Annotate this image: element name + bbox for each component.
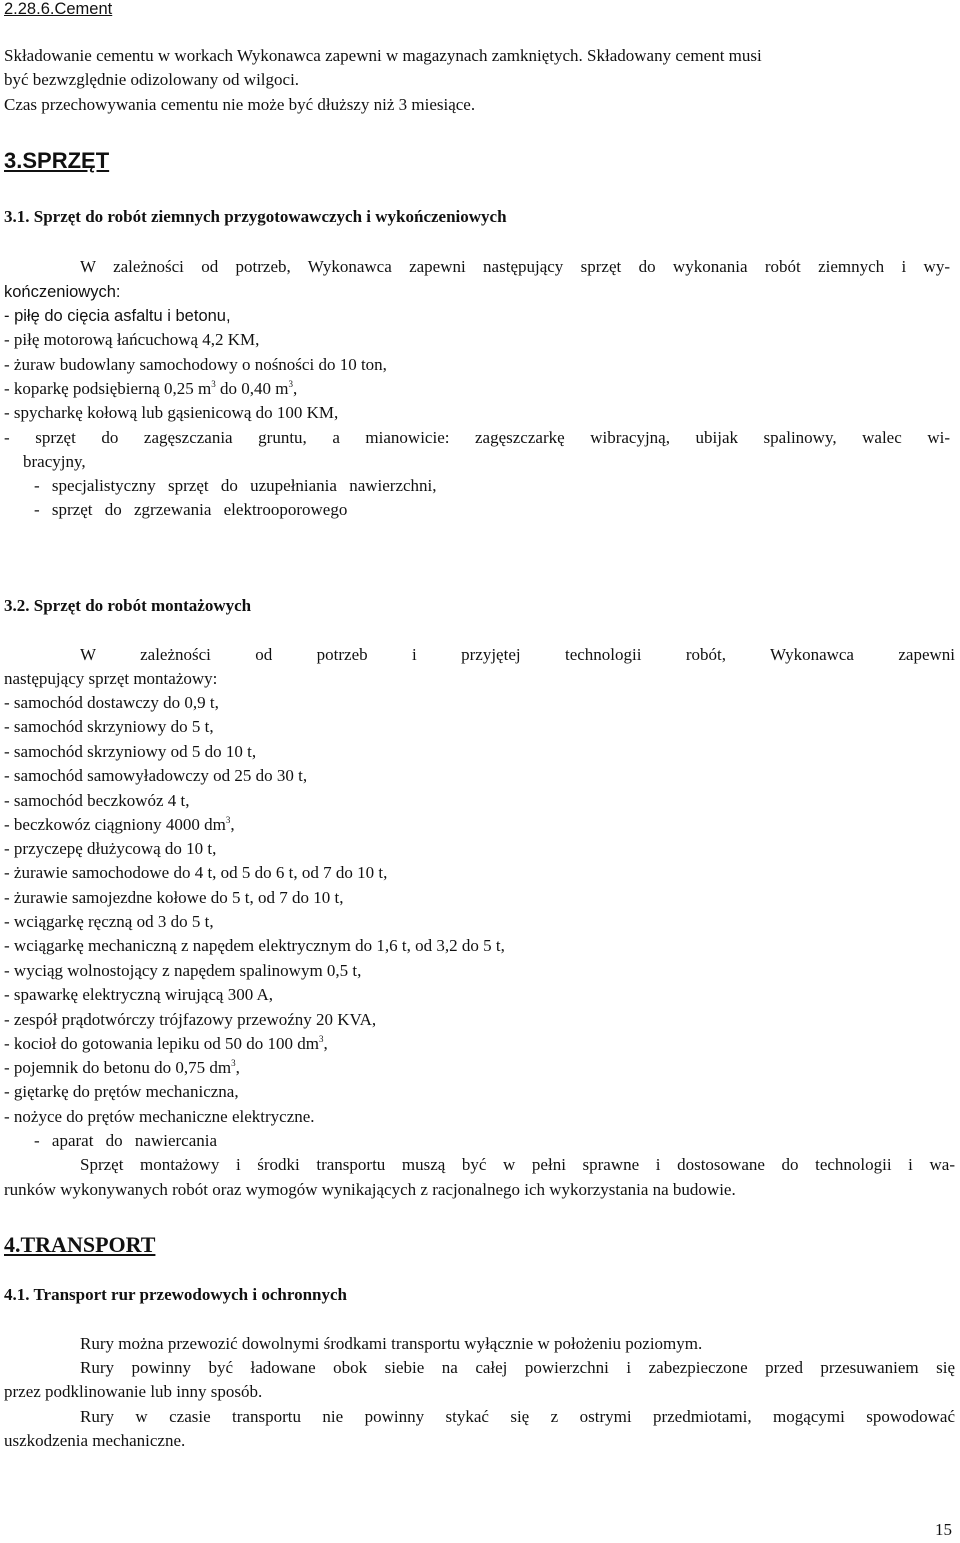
list-item: - samochód beczkowóz 4 t, — [4, 791, 190, 810]
list-item: - żuraw budowlany samochodowy o nośności do 10 ton, — [4, 355, 387, 374]
list-item: - samochód samowyładowczy od 25 do 30 t, — [4, 766, 308, 785]
list-item: - aparat do nawiercania — [34, 1131, 218, 1150]
assembly-closing-line-2: runków wykonywanych robót oraz wymogów wynikających z racjonalnego ich wykorzystania na budowie. — [4, 1180, 736, 1199]
list-item: - samochód skrzyniowy od 5 do 10 t, — [4, 742, 257, 761]
list-item: - spycharkę kołową lub gąsienicową do 100 KM, — [4, 403, 339, 422]
assembly-intro-line-1: W zależności od potrzeb i przyjętej technologii robót, Wykonawca zapewni — [80, 645, 955, 664]
list-item: - piłę motorową łańcuchową 4,2 KM, — [4, 330, 260, 349]
subsection-heading-3-2: 3.2. Sprzęt do robót montażowych — [4, 596, 252, 615]
transport-paragraph-3-line-2: uszkodzenia mechaniczne. — [4, 1431, 186, 1450]
subsection-heading-4-1: 4.1. Transport rur przewodowych i ochronnych — [4, 1285, 348, 1304]
list-item: - samochód skrzyniowy do 5 t, — [4, 717, 214, 736]
list-item: - wyciąg wolnostojący z napędem spalinowym 0,5 t, — [4, 961, 362, 980]
list-item: - zespół prądotwórczy trójfazowy przewoźny 20 KVA, — [4, 1010, 377, 1029]
cement-storage-time: Czas przechowywania cementu nie może być dłuższy niż 3 miesiące. — [4, 95, 476, 114]
list-item: - nożyce do prętów mechaniczne elektryczne. — [4, 1107, 315, 1126]
list-item: - żurawie samojezdne kołowe do 5 t, od 7 do 10 t, — [4, 888, 344, 907]
chapter-heading-transport: 4.TRANSPORT — [4, 1232, 156, 1257]
list-item: - wciągarkę mechaniczną z napędem elektrycznym do 1,6 t, od 3,2 do 5 t, — [4, 936, 505, 955]
list-item: - żurawie samochodowe do 4 t, od 5 do 6 t, od 7 do 10 t, — [4, 863, 388, 882]
assembly-closing-line-1: Sprzęt montażowy i środki transportu muszą być w pełni sprawne i dostosowane do technologii i wa- — [80, 1155, 955, 1174]
equipment-intro-line-1: W zależności od potrzeb, Wykonawca zapewni następujący sprzęt do wykonania robót ziemnych i wy- — [80, 257, 950, 276]
list-item-continuation: bracyjny, — [23, 452, 86, 471]
chapter-heading-equipment: 3.SPRZĘT — [4, 148, 110, 173]
cement-paragraph-line-2: być bezwzględnie odizolowany od wilgoci. — [4, 70, 300, 89]
transport-paragraph-2-line-1: Rury powinny być ładowane obok siebie na całej powierzchni i zabezpieczone przed przesuwaniem się — [80, 1358, 955, 1377]
list-item: - sprzęt do zgrzewania elektrooporowego — [34, 500, 348, 519]
section-heading-cement: 2.28.6.Cement — [4, 0, 113, 18]
list-item: - pojemnik do betonu do 0,75 $dm^3$, — [4, 1058, 240, 1077]
list-item: - sprzęt do zagęszczania gruntu, a mianowicie: zagęszczarkę wibracyjną, ubijak spalinowy, walec wi- — [4, 428, 950, 447]
transport-paragraph-1: Rury można przewozić dowolnymi środkami transportu wyłącznie w położeniu poziomym. — [80, 1334, 703, 1353]
transport-paragraph-3-line-1: Rury w czasie transportu nie powinny stykać się z ostrymi przedmiotami, mogącymi spowodować — [80, 1407, 955, 1426]
list-item: - samochód dostawczy do 0,9 t, — [4, 693, 219, 712]
list-item: - wciągarkę ręczną od 3 do 5 t, — [4, 912, 214, 931]
list-item: - koparkę podsiębierną 0,25 $m^3$ do 0,40 $m^3$, — [4, 379, 298, 398]
subsection-heading-3-1: 3.1. Sprzęt do robót ziemnych przygotowawczych i wykończeniowych — [4, 207, 507, 226]
list-item: - przyczepę dłużycową do 10 t, — [4, 839, 217, 858]
list-item: - kocioł do gotowania lepiku od 50 do 100 $dm^3$, — [4, 1034, 328, 1053]
transport-paragraph-2-line-2: przez podklinowanie lub inny sposób. — [4, 1382, 263, 1401]
page-number: 15 — [935, 1520, 952, 1539]
list-item: - spawarkę elektryczną wirującą 300 A, — [4, 985, 274, 1004]
assembly-intro-line-2: następujący sprzęt montażowy: — [4, 669, 218, 688]
list-item: - piłę do cięcia asfaltu i betonu, — [4, 307, 231, 325]
list-item: - giętarkę do prętów mechaniczna, — [4, 1082, 239, 1101]
list-item: - specjalistyczny sprzęt do uzupełniania nawierzchni, — [34, 476, 437, 495]
cement-paragraph-line-1: Składowanie cementu w workach Wykonawca zapewni w magazynach zamkniętych. Składowany cement musi — [4, 46, 762, 65]
list-item: - beczkowóz ciągniony 4000 $dm^3$, — [4, 815, 235, 834]
equipment-intro-line-2: kończeniowych: — [4, 283, 121, 301]
